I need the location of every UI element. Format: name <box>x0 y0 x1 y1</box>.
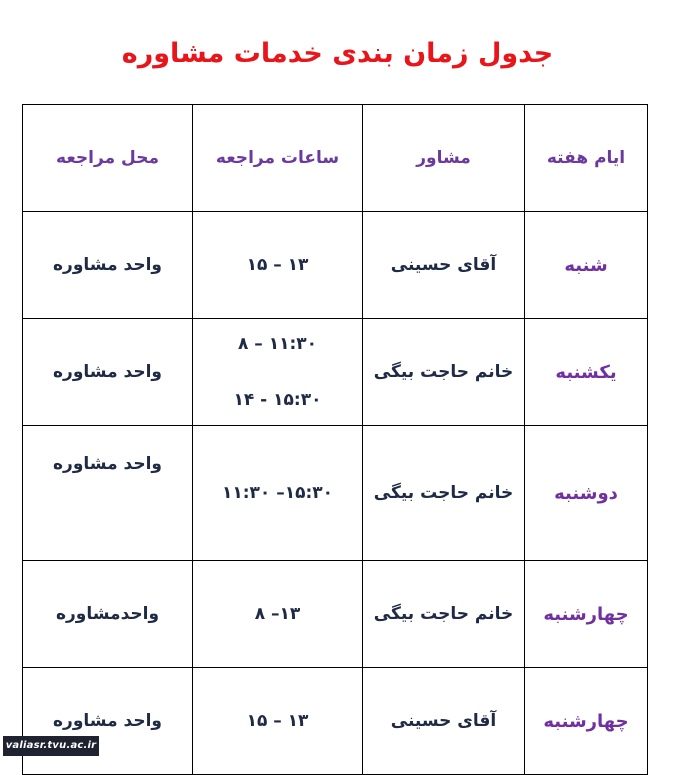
hours-value: ۱۵ – ۱۳ <box>246 255 309 275</box>
header-advisor: مشاور <box>363 105 525 212</box>
hours-value-second: ۱۴ - ۱۵:۳۰ <box>233 390 322 410</box>
cell-day: چهارشنبه <box>525 561 648 668</box>
table-row <box>23 561 648 668</box>
header-hours: ساعات مراجعه <box>193 105 363 212</box>
cell-hours <box>193 212 363 319</box>
hours-value-first: ۸ – ۱۱:۳۰ <box>237 334 317 354</box>
cell-day: دوشنبه <box>525 426 648 561</box>
cell-place: واحد مشاوره <box>23 212 193 319</box>
cell-advisor: آقای حسینی <box>363 668 525 775</box>
cell-advisor: خانم حاجت بیگی <box>363 561 525 668</box>
cell-place: واحدمشاوره <box>23 561 193 668</box>
cell-day: یکشنبه <box>525 319 648 426</box>
cell-hours <box>193 668 363 775</box>
cell-hours <box>193 561 363 668</box>
cell-place: واحد مشاوره <box>23 426 193 561</box>
header-place: محل مراجعه <box>23 105 193 212</box>
cell-advisor: آقای حسینی <box>363 212 525 319</box>
cell-place: واحد مشاوره <box>23 668 193 775</box>
table-row <box>23 319 648 426</box>
cell-advisor: خانم حاجت بیگی <box>363 426 525 561</box>
hours-value: ۸ –۱۳ <box>254 604 301 624</box>
table-header-row <box>23 105 648 212</box>
cell-advisor: خانم حاجت بیگی <box>363 319 525 426</box>
schedule-table <box>22 104 648 775</box>
cell-hours <box>193 319 363 426</box>
hours-value: ۱۵ – ۱۳ <box>246 711 309 731</box>
table-row <box>23 426 648 561</box>
page-title: جدول زمان بندی خدمات مشاوره <box>121 38 554 69</box>
header-day: ایام هفته <box>525 105 648 212</box>
site-watermark: valiasr.tvu.ac.ir <box>3 736 99 756</box>
hours-value: ۱۱:۳۰ –۱۵:۳۰ <box>221 483 334 503</box>
table-row <box>23 212 648 319</box>
table-row <box>23 668 648 775</box>
cell-place: واحد مشاوره <box>23 319 193 426</box>
cell-day: چهارشنبه <box>525 668 648 775</box>
cell-hours <box>193 426 363 561</box>
cell-day: شنبه <box>525 212 648 319</box>
